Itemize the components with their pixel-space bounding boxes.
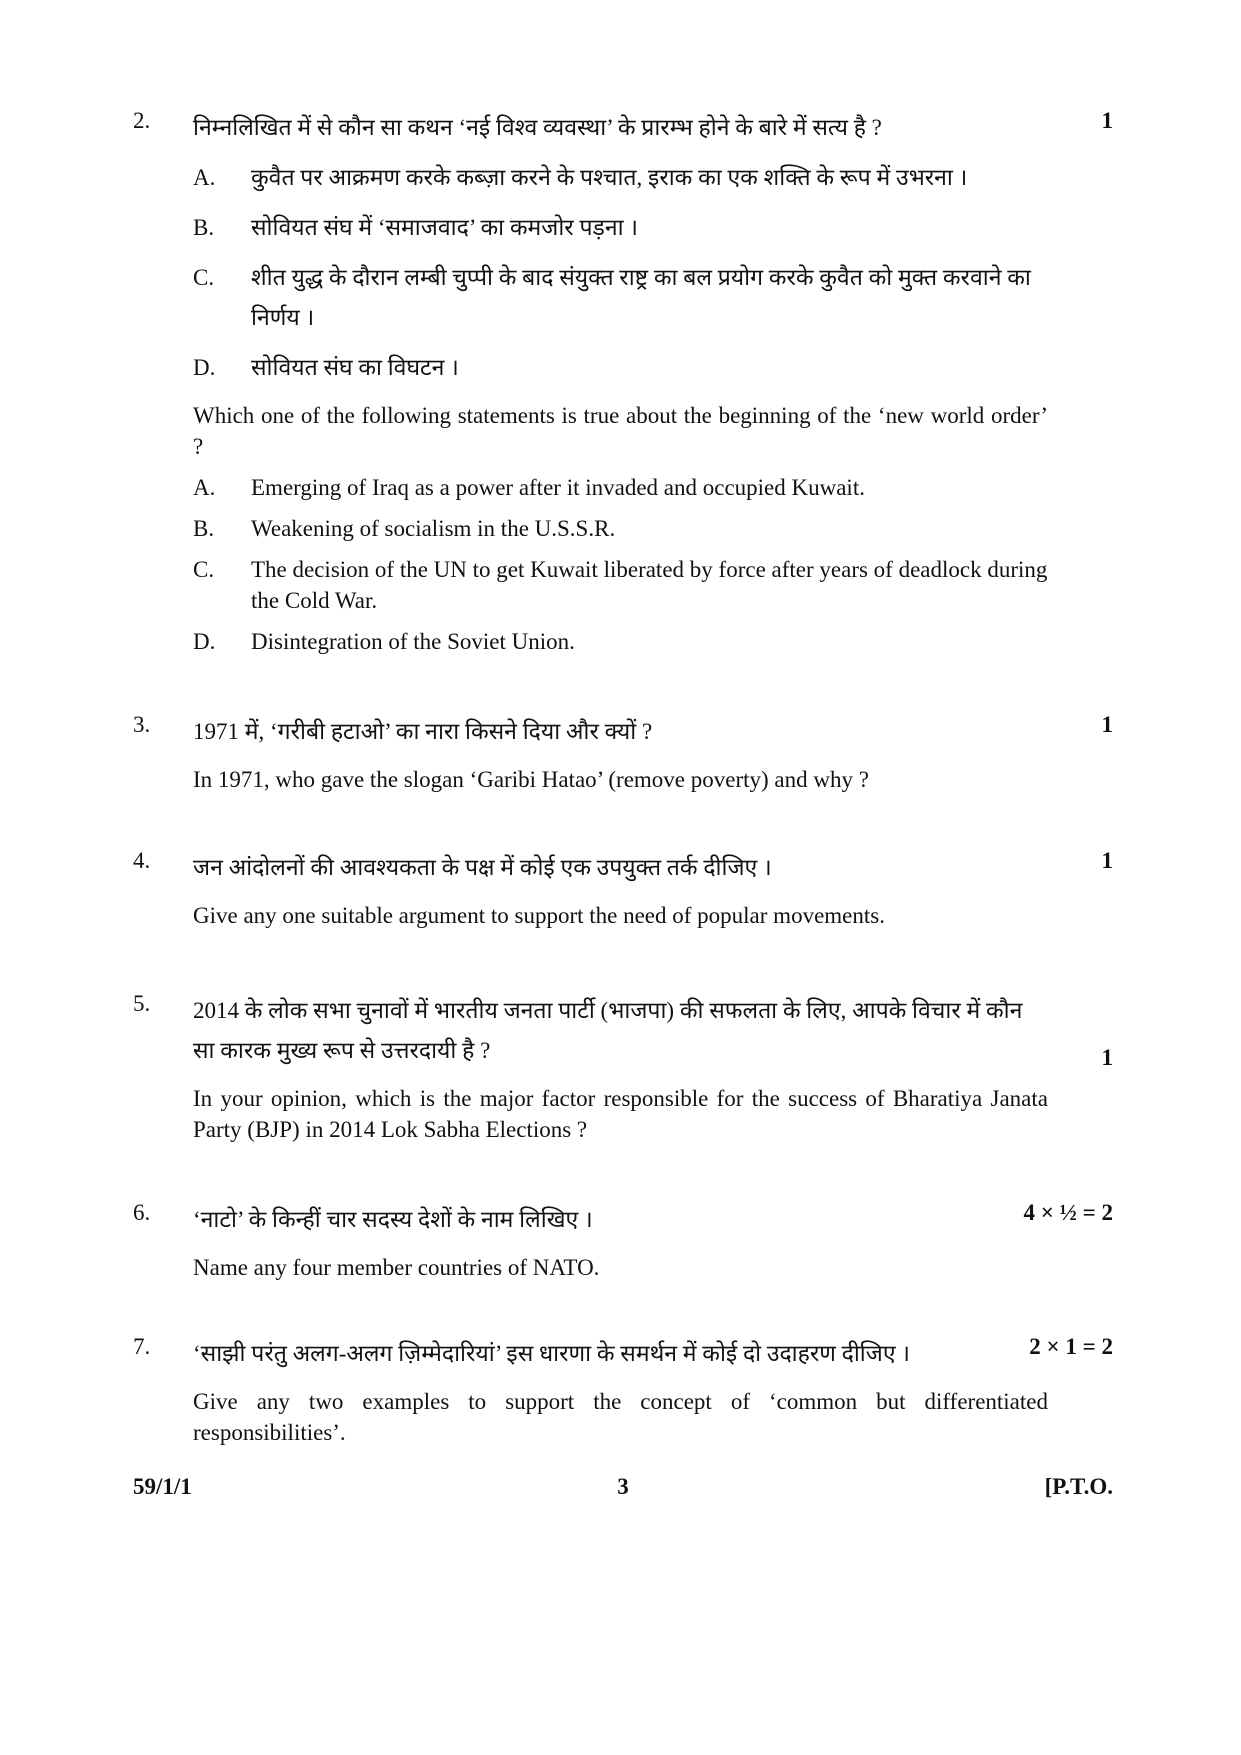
question-number: 2. bbox=[133, 108, 151, 133]
question-text-english: In your opinion, which is the major factor responsible for the success of Bharatiya Janata Party (BJP) in 2014 Lok Sabha Elections ? bbox=[193, 1086, 1048, 1142]
question-text-hindi: ‘साझी परंतु अलग-अलग ज़िम्मेदारियां’ इस धारणा के समर्थन में कोई दो उदाहरण दीजिए । bbox=[193, 1341, 911, 1366]
question-marks: 1 bbox=[1101, 712, 1113, 737]
page-number: 3 bbox=[617, 1474, 629, 1499]
question-6 bbox=[133, 1200, 1113, 1283]
question-text-english: Give any two examples to support the concept of ‘common but differentiated responsibilities’. bbox=[193, 1389, 1048, 1445]
question-number: 4. bbox=[133, 848, 151, 873]
question-marks: 4 × ½ = 2 bbox=[1023, 1200, 1113, 1225]
english-options bbox=[193, 472, 1048, 657]
question-text-english: In 1971, who gave the slogan ‘Garibi Hatao’ (remove poverty) and why ? bbox=[193, 767, 869, 792]
question-marks: 1 bbox=[1101, 108, 1113, 133]
option-d-english: D. Disintegration of the Soviet Union. bbox=[193, 629, 575, 654]
question-number: 5. bbox=[133, 991, 151, 1016]
option-a-english: A. Emerging of Iraq as a power after it invaded and occupied Kuwait. bbox=[193, 475, 865, 500]
option-b-hindi: B. सोवियत संघ में ‘समाजवाद’ का कमजोर पड़ना । bbox=[193, 215, 639, 240]
question-3 bbox=[133, 712, 1113, 795]
question-number: 3. bbox=[133, 712, 151, 737]
question-number: 6. bbox=[133, 1200, 151, 1225]
question-text-english: Which one of the following statements is true about the beginning of the ‘new world order’ ? bbox=[193, 403, 1048, 459]
option-c-hindi: C. शीत युद्ध के दौरान लम्बी चुप्पी के बाद संयुक्त राष्ट्र का बल प्रयोग करके कुवैत को मुक्त करवाने का निर्णय । bbox=[193, 265, 1031, 330]
question-text-hindi: 2014 के लोक सभा चुनावों में भारतीय जनता पार्टी (भाजपा) की सफलता के लिए, आपके विचार में कौन सा कारक मुख्य रूप से उत्तरदायी है ? bbox=[193, 998, 1023, 1063]
question-text-hindi: निम्नलिखित में से कौन सा कथन ‘नई विश्व व्यवस्था’ के प्रारम्भ होने के बारे में सत्य है ? bbox=[193, 115, 882, 140]
option-d-hindi: D. सोवियत संघ का विघटन । bbox=[193, 355, 459, 380]
question-4 bbox=[133, 848, 1113, 931]
question-text-hindi: ‘नाटो’ के किन्हीं चार सदस्य देशों के नाम लिखिए । bbox=[193, 1207, 593, 1232]
question-2 bbox=[133, 108, 1113, 657]
question-text-english: Give any one suitable argument to support the need of popular movements. bbox=[193, 903, 885, 928]
question-text-hindi: 1971 में, ‘गरीबी हटाओ’ का नारा किसने दिया और क्यों ? bbox=[193, 719, 653, 744]
question-5 bbox=[133, 991, 1113, 1145]
question-marks: 1 bbox=[1101, 848, 1113, 873]
paper-code: 59/1/1 bbox=[133, 1474, 192, 1499]
hindi-options bbox=[193, 158, 1048, 388]
question-text-hindi: जन आंदोलनों की आवश्यकता के पक्ष में कोई एक उपयुक्त तर्क दीजिए । bbox=[193, 855, 772, 880]
question-marks: 2 × 1 = 2 bbox=[1029, 1334, 1113, 1359]
option-c-english: C. The decision of the UN to get Kuwait liberated by force after years of deadlock during the Cold War. bbox=[193, 557, 1048, 613]
please-turn-over: [P.T.O. bbox=[1044, 1474, 1113, 1499]
option-b-english: B. Weakening of socialism in the U.S.S.R. bbox=[193, 516, 616, 541]
question-text-english: Name any four member countries of NATO. bbox=[193, 1255, 600, 1280]
option-a-hindi: A. कुवैत पर आक्रमण करके कब्ज़ा करने के पश्चात, इराक का एक शक्ति के रूप में उभरना । bbox=[193, 165, 968, 190]
question-7 bbox=[133, 1334, 1113, 1448]
question-number: 7. bbox=[133, 1334, 151, 1359]
question-marks: 1 bbox=[1101, 1045, 1113, 1070]
